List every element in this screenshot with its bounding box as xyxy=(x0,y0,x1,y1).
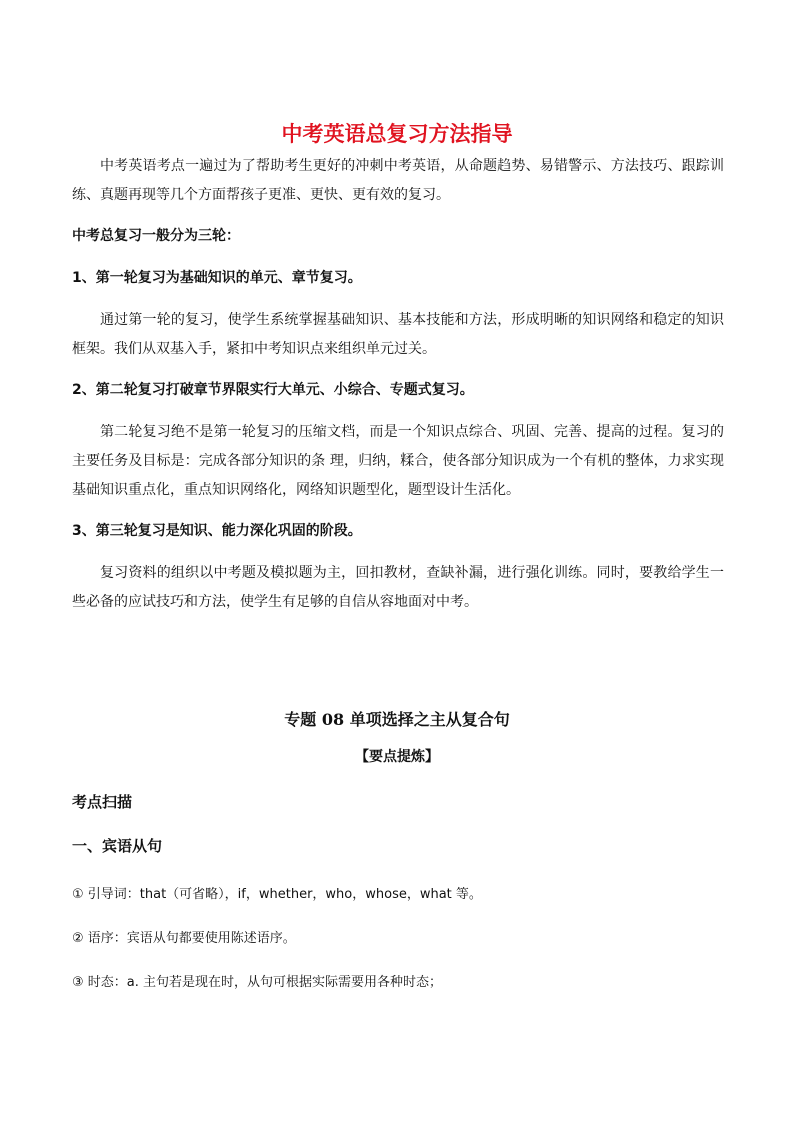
section1-heading: 一、宾语从句 xyxy=(72,837,163,855)
round1-paragraph: 通过第一轮的复习，使学生系统掌握基础知识、基本技能和方法，形成明晰的知识网络和稳定的知识框架。我们从双基入手，紧扣中考知识点来组织单元过关。 xyxy=(72,312,724,357)
intro-paragraph: 中考英语考点一遍过为了帮助考生更好的冲刺中考英语，从命题趋势、易错警示、方法技巧、跟踪训练、真题再现等几个方面帮孩子更准、更快、更有效的复习。 xyxy=(72,158,724,203)
round3-paragraph: 复习资料的组织以中考题及模拟题为主，回扣教材，查缺补漏，进行强化训练。同时，要教给学生一些必备的应试技巧和方法，使学生有足够的自信从容地面对中考。 xyxy=(72,565,724,610)
topic-title: 专题 08 单项选择之主从复合句 xyxy=(284,710,510,730)
list-item: ① 引导词：that（可省略），if，whether，who，whose，what 等。 xyxy=(72,887,482,902)
round2-paragraph: 第二轮复习绝不是第一轮复习的压缩文档，而是一个知识点综合、巩固、完善、提高的过程。复习的主要任务及目标是：完成各部分知识的条 理，归纳，糅合，使各部分知识成为一个有机的整体，力求实现基础知识重点化，重点知识网络化，网络知识题型化，题型设计生活化。 xyxy=(72,424,724,498)
round1-heading: 1、第一轮复习为基础知识的单元、章节复习。 xyxy=(72,270,362,286)
list-item: ③ 时态：a. 主句若是现在时，从句可根据实际需要用各种时态； xyxy=(72,975,443,990)
topic-subtitle: 【要点提炼】 xyxy=(355,749,439,765)
round3-heading: 3、第三轮复习是知识、能力深化巩固的阶段。 xyxy=(72,523,362,539)
list-item: ② 语序：宾语从句都要使用陈述语序。 xyxy=(72,931,296,946)
document-title: 中考英语总复习方法指导 xyxy=(281,122,513,147)
round2-heading: 2、第二轮复习打破章节界限实行大单元、小综合、专题式复习。 xyxy=(72,382,474,398)
rounds-heading: 中考总复习一般分为三轮： xyxy=(72,228,240,244)
scan-heading: 考点扫描 xyxy=(72,793,133,811)
